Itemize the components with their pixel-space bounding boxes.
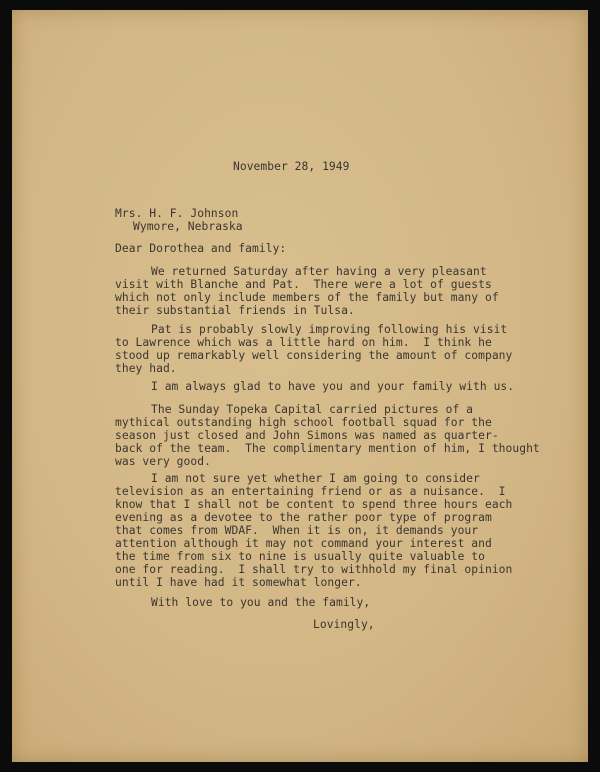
body-line: was very good. xyxy=(115,455,211,468)
body-line: one for reading. I shall try to withhold my final opinion xyxy=(115,563,513,576)
recipient-name: Mrs. H. F. Johnson xyxy=(115,207,239,220)
body-line: I am not sure yet whether I am going to consider xyxy=(151,472,480,485)
body-line: television as an entertaining friend or as a nuisance. I xyxy=(115,485,506,498)
body-line: The Sunday Topeka Capital carried pictures of a xyxy=(151,403,474,416)
body-line: evening as a devotee to the rather poor type of program xyxy=(115,511,492,524)
body-line: We returned Saturday after having a very pleasant xyxy=(151,265,487,278)
body-line: they had. xyxy=(115,362,177,375)
signoff: Lovingly, xyxy=(313,618,375,631)
body-line: know that I shall not be content to spend three hours each xyxy=(115,498,513,511)
body-line: mythical outstanding high school football squad for the xyxy=(115,416,492,429)
body-line: back of the team. The complimentary mention of him, I thought xyxy=(115,442,540,455)
body-line: to Lawrence which was a little hard on him. I think he xyxy=(115,336,492,349)
closing-line: With love to you and the family, xyxy=(151,596,371,609)
letter-date: November 28, 1949 xyxy=(233,160,350,173)
body-line: I am always glad to have you and your family with us. xyxy=(151,380,515,393)
body-line: Pat is probably slowly improving following his visit xyxy=(151,323,508,336)
body-line: attention although it may not command your interest and xyxy=(115,537,492,550)
body-line: until I have had it somewhat longer. xyxy=(115,576,362,589)
body-line: their substantial friends in Tulsa. xyxy=(115,304,355,317)
body-line: that comes from WDAF. When it is on, it demands your xyxy=(115,524,479,537)
body-line: stood up remarkably well considering the amount of company xyxy=(115,349,513,362)
salutation: Dear Dorothea and family: xyxy=(115,242,287,255)
recipient-place: Wymore, Nebraska xyxy=(133,220,243,233)
body-line: visit with Blanche and Pat. There were a lot of guests xyxy=(115,278,492,291)
body-line: the time from six to nine is usually quite valuable to xyxy=(115,550,485,563)
body-line: which not only include members of the family but many of xyxy=(115,291,499,304)
body-line: season just closed and John Simons was named as quarter- xyxy=(115,429,499,442)
